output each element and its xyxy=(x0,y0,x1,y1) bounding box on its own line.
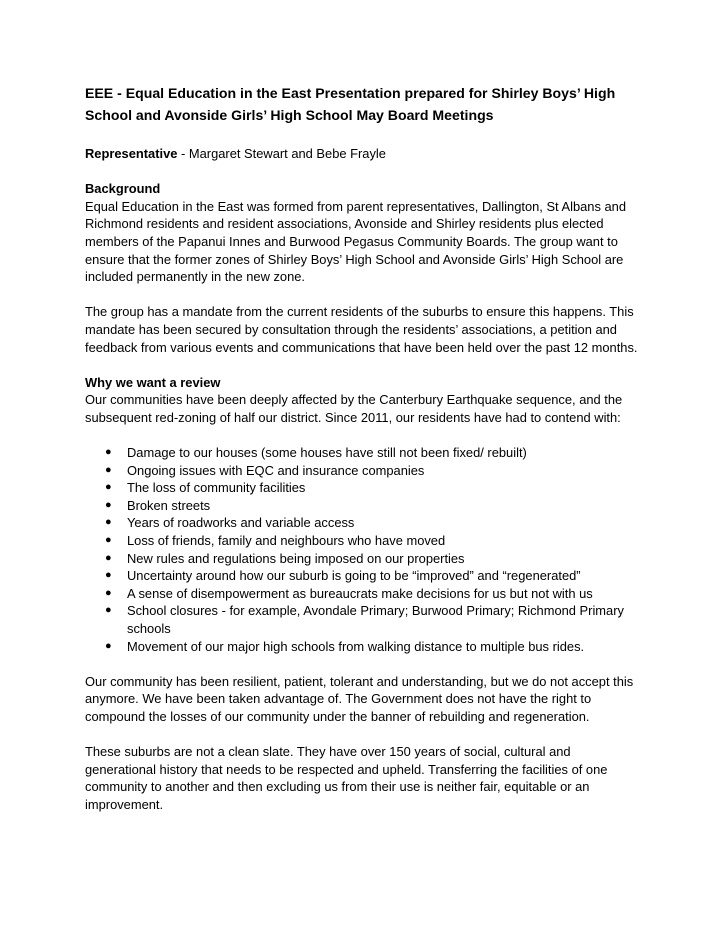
bullet-icon: ● xyxy=(105,534,112,547)
list-item xyxy=(105,497,645,515)
list-item xyxy=(105,444,645,462)
list-item-text: New rules and regulations being imposed on our properties xyxy=(127,550,465,566)
bullet-icon: ● xyxy=(105,463,112,476)
document-title: EEE - Equal Education in the East Presentation prepared for Shirley Boys’ High School and Avonside Girls’ High School May Board Meetings xyxy=(85,85,616,123)
review-intro: Our communities have been deeply affected by the Canterbury Earthquake sequence, and the subsequent red-zoning of half our district. Since 2011, our residents have had to contend with: xyxy=(85,392,623,425)
representative-label: Representative xyxy=(85,146,178,161)
list-item xyxy=(105,514,645,532)
list-item-text: The loss of community facilities xyxy=(127,480,306,496)
document-page xyxy=(85,82,645,831)
list-item-text: School closures - for example, Avondale Primary; Burwood Primary; Richmond Primary schools xyxy=(127,603,624,637)
bullet-icon: ● xyxy=(105,446,112,459)
review-section xyxy=(85,374,645,427)
list-item xyxy=(105,462,645,480)
list-item xyxy=(105,602,645,637)
review-heading: Why we want a review xyxy=(85,374,221,390)
list-item xyxy=(105,532,645,550)
bullet-icon: ● xyxy=(105,586,112,599)
list-item-text: Damage to our houses (some houses have still not been fixed/ rebuilt) xyxy=(127,445,527,461)
bullet-icon: ● xyxy=(105,639,112,652)
background-section xyxy=(85,180,645,286)
resilience-paragraph: Our community has been resilient, patient, tolerant and understanding, but we do not accept this anymore. We have been taken advantage of. The Government does not have the right to compound the losses of our community under the banner of rebuilding and regeneration. xyxy=(85,673,634,724)
issues-list xyxy=(85,444,645,655)
bullet-icon: ● xyxy=(105,604,112,617)
list-item xyxy=(105,479,645,497)
background-paragraph-1: Equal Education in the East was formed from parent representatives, Dallington, St Albans and Richmond residents and resident associations, Avonside and Shirley residents plus elected members of the Papanui Innes and Burwood Pegasus Community Boards. The group want to ensure that the former zones of Shirley Boys’ High School and Avonside Girls’ High School are included permanently in the new zone. xyxy=(85,198,626,285)
list-item-text: Movement of our major high schools from walking distance to multiple bus rides. xyxy=(127,638,585,654)
list-item xyxy=(105,550,645,568)
representative-line xyxy=(85,145,645,163)
list-item-text: Uncertainty around how our suburb is going to be “improved” and “regenerated” xyxy=(127,568,581,584)
clean-slate-paragraph: These suburbs are not a clean slate. They have over 150 years of social, cultural and generational history that needs to be respected and upheld. Transferring the facilities of one community to another and then excluding us from their use is neither fair, equitable or an improvement. xyxy=(85,744,608,812)
bullet-icon: ● xyxy=(105,551,112,564)
bullet-icon: ● xyxy=(105,498,112,511)
background-heading: Background xyxy=(85,181,161,197)
list-item-text: Years of roadworks and variable access xyxy=(127,515,355,531)
list-item-text: Loss of friends, family and neighbours who have moved xyxy=(127,533,446,549)
background-paragraph-2: The group has a mandate from the current residents of the suburbs to ensure this happens. This mandate has been secured by consultation through the residents’ associations, a petition and feedback from various events and communications that have been held over the past 12 months. xyxy=(85,304,638,355)
representative-names: - Margaret Stewart and Bebe Frayle xyxy=(177,146,386,161)
bullet-icon: ● xyxy=(105,481,112,494)
bullet-icon: ● xyxy=(105,569,112,582)
list-item-text: Broken streets xyxy=(127,497,211,513)
bullet-icon: ● xyxy=(105,516,112,529)
list-item xyxy=(105,638,645,656)
list-item-text: A sense of disempowerment as bureaucrats make decisions for us but not with us xyxy=(127,585,593,601)
list-item xyxy=(105,567,645,585)
list-item-text: Ongoing issues with EQC and insurance companies xyxy=(127,462,425,478)
list-item xyxy=(105,585,645,603)
